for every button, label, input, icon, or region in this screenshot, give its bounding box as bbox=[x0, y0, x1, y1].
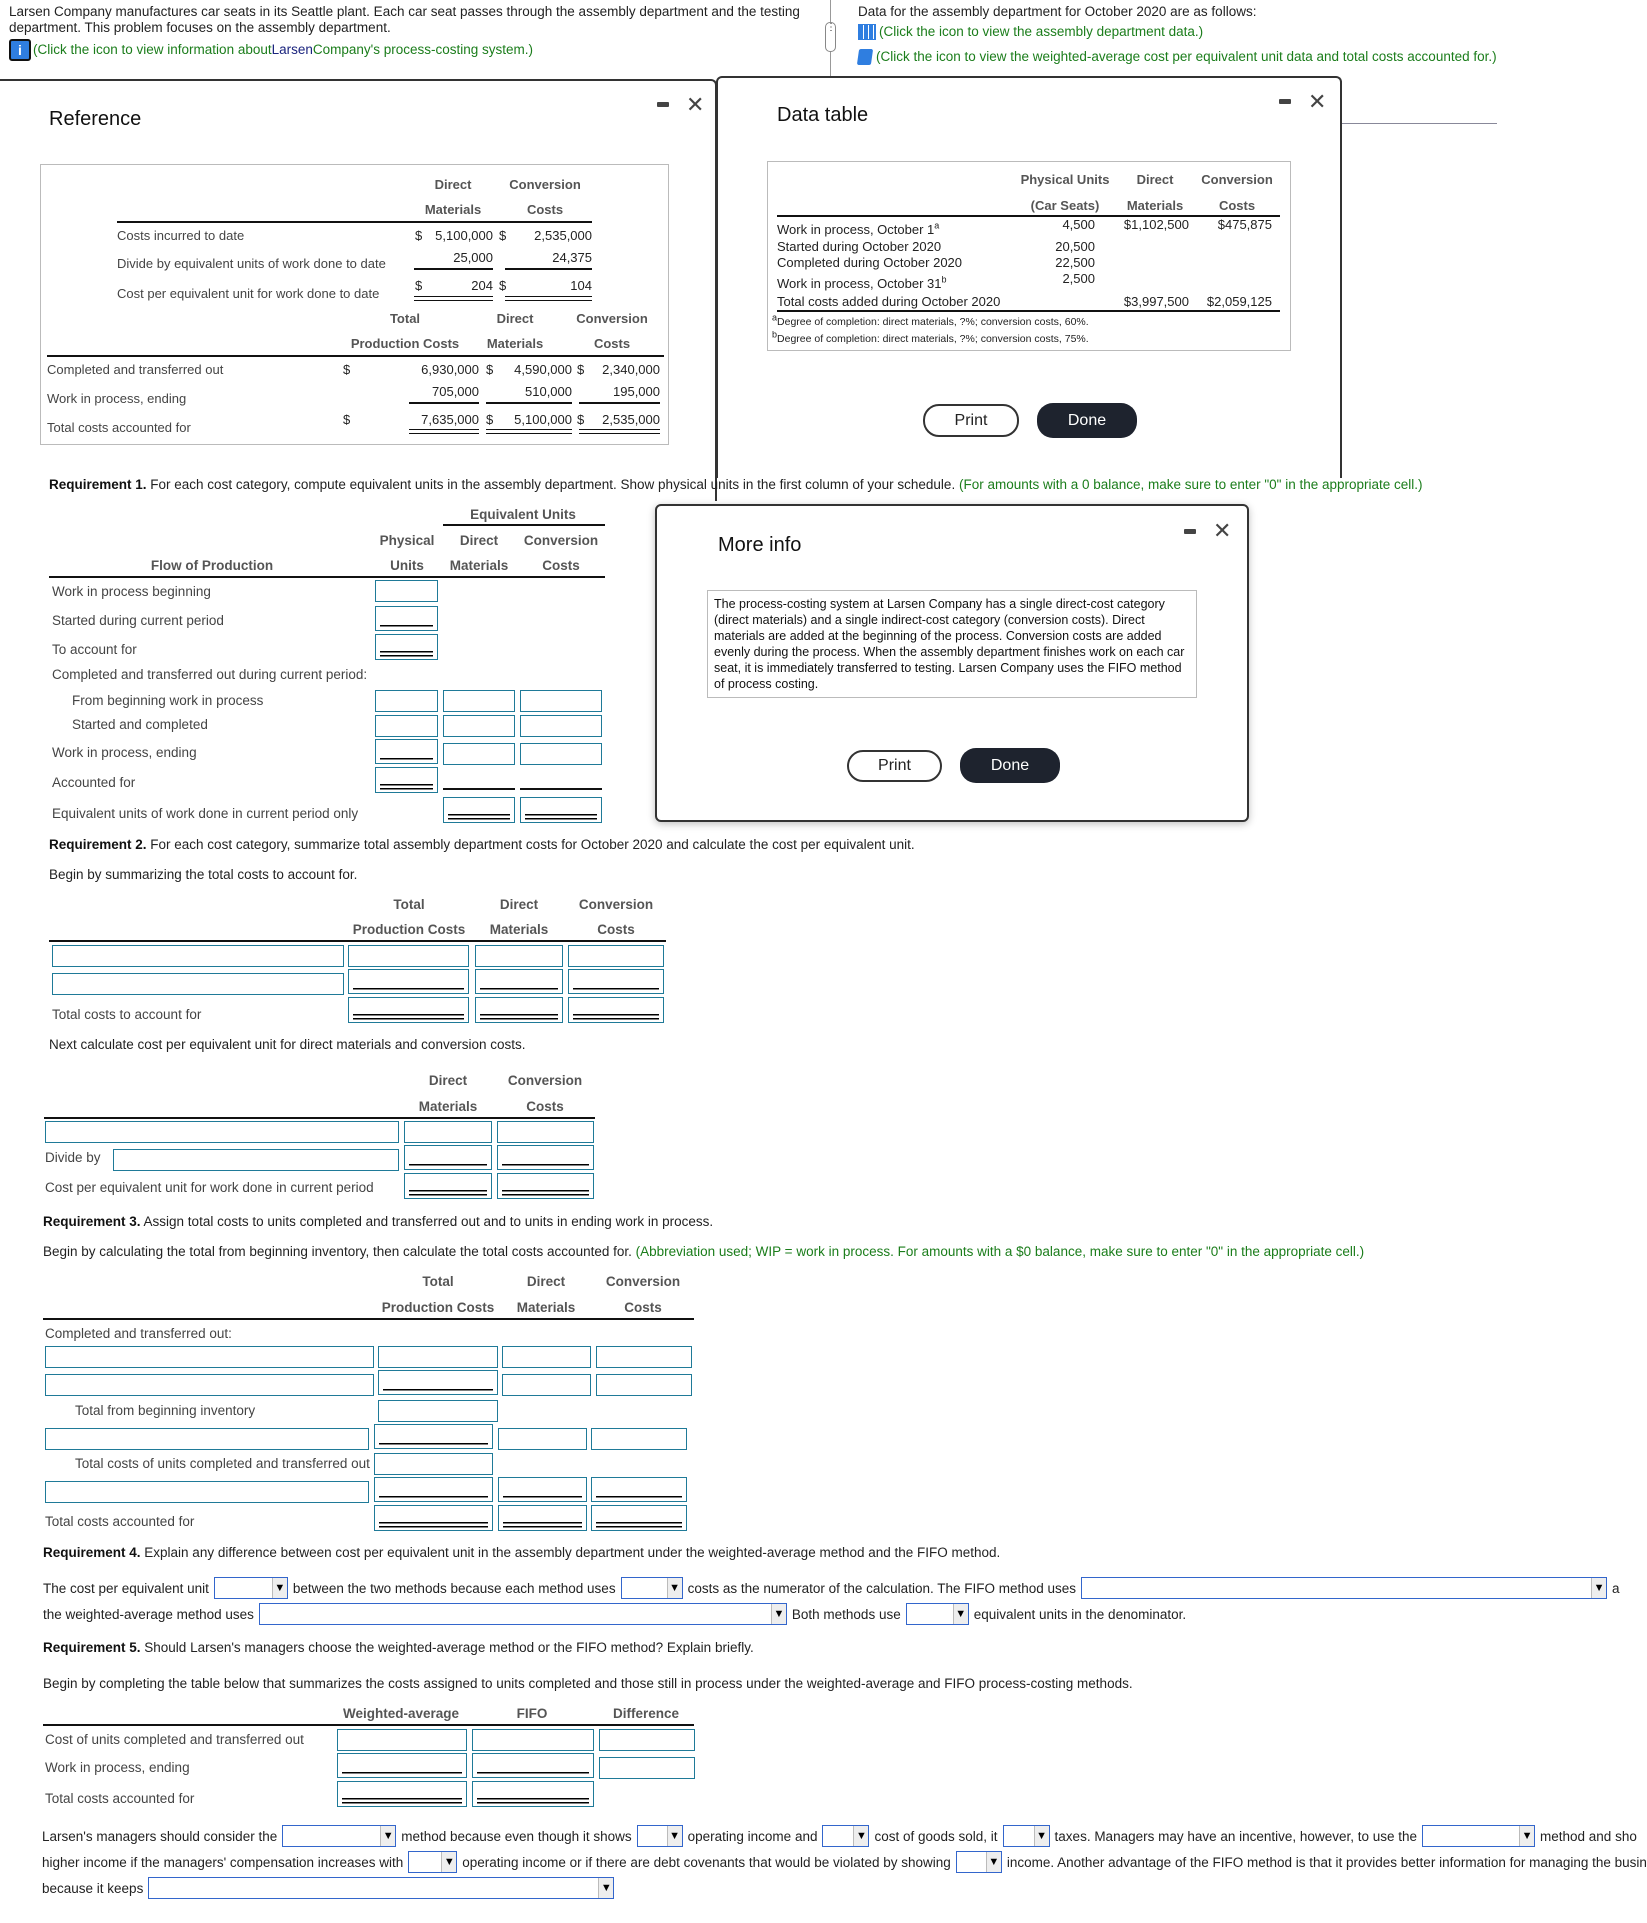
dm-input[interactable] bbox=[502, 1346, 591, 1368]
done-button[interactable]: Done bbox=[960, 748, 1060, 783]
text: operating income or if there are debt covenants that would be violated by showing bbox=[462, 1854, 951, 1870]
info-icon[interactable]: i bbox=[9, 39, 31, 61]
intro-line-2: department. This problem focuses on the assembly department. bbox=[9, 20, 391, 35]
minimize-icon[interactable] bbox=[1184, 529, 1196, 534]
col-header: Direct bbox=[496, 311, 534, 326]
row-label: Accounted for bbox=[52, 775, 136, 790]
value: 6,930,000 bbox=[421, 362, 479, 377]
col-header: FIFO bbox=[516, 1706, 548, 1721]
diff-wip-input[interactable] bbox=[599, 1757, 695, 1779]
value: 5,100,000 bbox=[514, 412, 572, 427]
row-label: Total costs accounted for bbox=[45, 1791, 195, 1806]
minimize-icon[interactable] bbox=[1279, 99, 1291, 104]
row-label: Work in process, ending bbox=[47, 391, 187, 406]
row-label: Cost of units completed and transferred out bbox=[45, 1732, 304, 1747]
value: 4,500 bbox=[1062, 217, 1095, 232]
value: 2,535,000 bbox=[602, 412, 660, 427]
cost-label-input[interactable] bbox=[52, 945, 344, 967]
col-header: Physical Units bbox=[1020, 172, 1110, 187]
dm-input[interactable] bbox=[404, 1145, 492, 1170]
dollar-sign: $ bbox=[499, 228, 507, 243]
row-label: Total costs accounted for bbox=[47, 420, 191, 435]
book-icon[interactable] bbox=[857, 49, 873, 65]
label-input[interactable] bbox=[45, 1428, 369, 1450]
cc-input[interactable] bbox=[591, 1428, 687, 1450]
value: 2,535,000 bbox=[534, 228, 592, 243]
value: $1,102,500 bbox=[1123, 217, 1189, 232]
row-label: Total costs to account for bbox=[52, 1007, 202, 1022]
text: The cost per equivalent unit bbox=[43, 1580, 209, 1596]
fifo-wip-input[interactable] bbox=[472, 1753, 594, 1778]
row-label: Work in process beginning bbox=[52, 584, 211, 599]
text: Both methods use bbox=[791, 1606, 901, 1622]
intro-line-1: Larsen Company manufactures car seats in its Seattle plant. Each car seat passes through the assembly department and the testing bbox=[9, 4, 800, 19]
numerator-label-input[interactable] bbox=[45, 1121, 399, 1143]
wip-ending-dm-input[interactable] bbox=[443, 743, 515, 765]
col-header: Materials bbox=[449, 558, 509, 573]
total-input[interactable] bbox=[348, 945, 469, 967]
col-header: Direct bbox=[526, 1274, 566, 1289]
req3-text: Requirement 3. Assign total costs to units completed and transferred out and to units in ending work in process. bbox=[43, 1214, 714, 1229]
value: 705,000 bbox=[432, 384, 479, 399]
row-label: Total costs accounted for bbox=[45, 1514, 195, 1529]
col-header: Physical bbox=[379, 533, 435, 548]
row-label: Divide by bbox=[45, 1150, 101, 1165]
req5-begin: Begin by completing the table below that summarizes the costs assigned to units completed and those still in process under the weighted-average and FIFO process-costing methods. bbox=[43, 1676, 1133, 1691]
value: 2,500 bbox=[1062, 271, 1095, 286]
dm-to-account-input[interactable] bbox=[475, 997, 563, 1023]
col-header: Costs bbox=[526, 1099, 564, 1114]
started-completed-cc-input[interactable] bbox=[520, 715, 602, 737]
text: method because even though it shows bbox=[401, 1828, 632, 1844]
value: 7,635,000 bbox=[421, 412, 479, 427]
text: costs as the numerator of the calculation. The FIFO method uses bbox=[687, 1580, 1077, 1596]
col-header: Production Costs bbox=[381, 1300, 495, 1315]
total-input[interactable] bbox=[378, 1370, 498, 1395]
col-header: Conversion bbox=[507, 1073, 583, 1088]
value: 25,000 bbox=[453, 250, 493, 265]
income-level-select[interactable] bbox=[637, 1825, 683, 1847]
from-beginning-units-input[interactable] bbox=[375, 690, 438, 712]
row-label: Completed during October 2020 bbox=[777, 255, 963, 270]
row-label: From beginning work in process bbox=[72, 693, 264, 708]
label-input[interactable] bbox=[45, 1346, 374, 1368]
cogs-level-select[interactable] bbox=[822, 1825, 869, 1847]
cost-label-input[interactable] bbox=[52, 973, 344, 995]
col-header: Conversion bbox=[578, 897, 654, 912]
req4-sentence-2 bbox=[43, 1602, 1186, 1626]
req5-sentence-3 bbox=[42, 1876, 614, 1900]
col-header: Total bbox=[422, 1274, 454, 1289]
text: income. Another advantage of the FIFO method is that it provides better information for managing the busin bbox=[1006, 1854, 1647, 1870]
total-input[interactable] bbox=[378, 1346, 498, 1368]
cc-input[interactable] bbox=[568, 945, 664, 967]
col-header: Costs bbox=[1218, 198, 1256, 213]
cc-input[interactable] bbox=[497, 1121, 594, 1143]
col-header: Materials bbox=[516, 1300, 576, 1315]
info-link[interactable]: i (Click the icon to view information about Larsen Company's process-costing system.) bbox=[9, 39, 533, 61]
cc-accounted-input[interactable] bbox=[591, 1505, 687, 1531]
col-header: Flow of Production bbox=[150, 558, 274, 573]
dm-input[interactable] bbox=[498, 1477, 587, 1502]
dollar-sign: $ bbox=[486, 362, 494, 377]
col-header: Direct bbox=[434, 177, 472, 192]
dm-cost-per-unit-input[interactable] bbox=[404, 1173, 492, 1199]
dollar-sign: $ bbox=[577, 362, 585, 377]
cc-input[interactable] bbox=[497, 1145, 594, 1170]
done-button[interactable]: Done bbox=[1037, 403, 1137, 438]
col-header: Direct bbox=[499, 897, 539, 912]
col-header: Difference bbox=[612, 1706, 680, 1721]
col-header: Conversion bbox=[523, 533, 599, 548]
row-label: Work in process, October 31$^b$ bbox=[777, 274, 947, 291]
dollar-sign: $ bbox=[343, 362, 351, 377]
text: between the two methods because each method uses bbox=[292, 1580, 616, 1596]
pane-resize-handle[interactable]: ⋮ bbox=[825, 22, 836, 52]
total-beginning-input[interactable] bbox=[378, 1400, 498, 1422]
label-input[interactable] bbox=[45, 1481, 369, 1503]
col-header: Materials bbox=[486, 336, 544, 351]
col-header: Direct bbox=[459, 533, 499, 548]
dm-input[interactable] bbox=[502, 1374, 591, 1396]
col-header: Conversion bbox=[576, 311, 648, 326]
equiv-units-cc-input[interactable] bbox=[520, 797, 602, 823]
started-completed-dm-input[interactable] bbox=[443, 715, 515, 737]
req5-sentence-1 bbox=[42, 1824, 1637, 1848]
text: a bbox=[1612, 1580, 1620, 1596]
dollar-sign: $ bbox=[343, 412, 351, 427]
row-label: Work in process, ending bbox=[45, 1760, 190, 1775]
value: 22,500 bbox=[1055, 255, 1095, 270]
reference-title: Reference bbox=[49, 108, 142, 130]
col-header: Materials bbox=[1126, 198, 1184, 213]
col-header: Production Costs bbox=[350, 336, 460, 351]
row-label: Work in process, October 1$^a$ bbox=[777, 220, 940, 237]
data-link[interactable]: (Click the icon to view the assembly department data.) bbox=[858, 24, 1203, 40]
col-header: Production Costs bbox=[352, 922, 466, 937]
text: taxes. Managers may have an incentive, however, to use the bbox=[1054, 1828, 1418, 1844]
text: the weighted-average method uses bbox=[43, 1606, 254, 1622]
close-icon[interactable]: ✕ bbox=[686, 92, 705, 117]
text: because it keeps bbox=[42, 1880, 144, 1896]
col-header: (Car Seats) bbox=[1030, 198, 1100, 213]
equiv-units-select[interactable] bbox=[906, 1603, 969, 1625]
cc-input[interactable] bbox=[596, 1374, 692, 1396]
dm-input[interactable] bbox=[498, 1428, 587, 1450]
divide-by-input[interactable] bbox=[113, 1149, 399, 1171]
total-input[interactable] bbox=[348, 969, 469, 994]
col-header: Costs bbox=[526, 202, 564, 217]
col-header: Direct bbox=[428, 1073, 468, 1088]
value: 5,100,000 bbox=[435, 228, 493, 243]
more-info-title: More info bbox=[718, 534, 802, 556]
cc-cost-per-unit-input[interactable] bbox=[497, 1173, 594, 1199]
col-header: Conversion bbox=[605, 1274, 681, 1289]
col-header: Conversion bbox=[1201, 172, 1273, 187]
minimize-icon[interactable] bbox=[657, 102, 669, 107]
row-label: Completed and transferred out bbox=[47, 362, 224, 377]
cost-difference-select[interactable] bbox=[214, 1577, 288, 1599]
wa-uses-select[interactable] bbox=[259, 1603, 787, 1625]
value: 4,590,000 bbox=[514, 362, 572, 377]
close-icon[interactable]: ✕ bbox=[1308, 89, 1327, 114]
keeps-select[interactable] bbox=[148, 1877, 614, 1899]
close-icon[interactable]: ✕ bbox=[1213, 518, 1232, 543]
value: $3,997,500 bbox=[1123, 294, 1189, 309]
req3-begin: Begin by calculating the total from beginning inventory, then calculate the total costs accounted for. (Abbreviation used; WIP = work in process. For amounts with a $0 balance, make sure to enter "0" in the appropriate cell.) bbox=[43, 1244, 1365, 1259]
label-input[interactable] bbox=[45, 1374, 374, 1396]
text: Larsen's managers should consider the bbox=[42, 1828, 278, 1844]
req2-next: Next calculate cost per equivalent unit for direct materials and conversion costs. bbox=[49, 1037, 526, 1052]
wa-completed-input[interactable] bbox=[337, 1729, 467, 1751]
total-to-account-input[interactable] bbox=[348, 997, 469, 1023]
dollar-sign: $ bbox=[486, 412, 494, 427]
req5-text: Requirement 5. Should Larsen's managers choose the weighted-average method or the FIFO method? Explain briefly. bbox=[43, 1640, 754, 1655]
col-header: Direct bbox=[1136, 172, 1174, 187]
row-label: Divide by equivalent units of work done to date bbox=[117, 256, 386, 271]
wa-data-link[interactable]: (Click the icon to view the weighted-average cost per equivalent unit data and total costs accounted for.) bbox=[858, 49, 1497, 65]
value: 510,000 bbox=[525, 384, 572, 399]
row-label: Started during current period bbox=[52, 613, 224, 628]
req5-sentence-2 bbox=[42, 1850, 1647, 1874]
col-header: Materials bbox=[489, 922, 549, 937]
req4-sentence-1 bbox=[43, 1576, 1620, 1600]
col-header: Conversion bbox=[509, 177, 581, 192]
value: $2,059,125 bbox=[1206, 294, 1272, 309]
text: cost of goods sold, it bbox=[874, 1828, 998, 1844]
col-header: Equivalent Units bbox=[470, 507, 576, 522]
equiv-units-dm-input[interactable] bbox=[443, 797, 515, 823]
diff-completed-input[interactable] bbox=[599, 1729, 695, 1751]
print-button[interactable]: Print bbox=[923, 404, 1019, 437]
col-header: Costs bbox=[597, 922, 635, 937]
wip-beginning-units-input[interactable] bbox=[375, 580, 438, 602]
data-table-title: Data table bbox=[777, 104, 869, 126]
row-label: Cost per equivalent unit for work done in current period bbox=[45, 1180, 374, 1195]
req1-text: Requirement 1. For each cost category, compute equivalent units in the assembly department. Show physical units in the first column of your schedule. (For amounts with a 0 balance, make sure to enter "0" in the appropriate cell.) bbox=[49, 477, 1423, 492]
dollar-sign: $ bbox=[499, 278, 507, 293]
total-accounted-input[interactable] bbox=[374, 1505, 493, 1531]
col-header: Costs bbox=[593, 336, 631, 351]
dollar-sign: $ bbox=[577, 412, 585, 427]
col-header: Costs bbox=[542, 558, 580, 573]
incentive-method-select[interactable] bbox=[1422, 1825, 1535, 1847]
footnote-b: $^b$Degree of completion: direct materials, ?%; conversion costs, 75%. bbox=[772, 329, 1089, 345]
row-label: Total costs of units completed and transferred out bbox=[75, 1456, 370, 1471]
table-icon[interactable] bbox=[858, 24, 876, 40]
col-header: Units bbox=[390, 558, 424, 573]
row-label: Started during October 2020 bbox=[777, 239, 942, 254]
col-header: Total bbox=[393, 897, 425, 912]
from-beginning-cc-input[interactable] bbox=[520, 690, 602, 712]
row-label: Costs incurred to date bbox=[117, 228, 245, 243]
text: method and sho bbox=[1540, 1828, 1637, 1844]
row-label: Work in process, ending bbox=[52, 745, 197, 760]
col-header: Costs bbox=[624, 1300, 662, 1315]
row-label: Equivalent units of work done in current period only bbox=[52, 806, 359, 821]
cc-input[interactable] bbox=[591, 1477, 687, 1502]
started-units-input[interactable] bbox=[375, 606, 438, 631]
compensation-select[interactable] bbox=[408, 1851, 457, 1873]
fifo-uses-select[interactable] bbox=[1081, 1577, 1607, 1599]
req2-begin: Begin by summarizing the total costs to account for. bbox=[49, 867, 358, 882]
data-intro: Data for the assembly department for October 2020 are as follows: bbox=[858, 4, 1257, 19]
dm-input[interactable] bbox=[475, 969, 563, 994]
wa-total-input[interactable] bbox=[337, 1781, 467, 1807]
started-completed-units-input[interactable] bbox=[375, 715, 438, 737]
col-header: Materials bbox=[418, 1099, 478, 1114]
row-label: To account for bbox=[52, 642, 137, 657]
value: 104 bbox=[570, 278, 592, 293]
row-label: Total from beginning inventory bbox=[75, 1403, 256, 1418]
col-header: Materials bbox=[424, 202, 482, 217]
value: 195,000 bbox=[613, 384, 660, 399]
cc-input[interactable] bbox=[568, 969, 664, 994]
more-info-text: The process-costing system at Larsen Company has a single direct-cost category (direct materials) and a single indirect-cost category (conversion costs). Direct materials are added at the beginning of the process. Conversion costs are added evenly during the process. When the assembly department finishes work on each car seat, it is immediately transferred to testing. Larsen Company uses the FIFO method of process costing. bbox=[707, 590, 1197, 698]
from-beginning-dm-input[interactable] bbox=[443, 690, 515, 712]
dollar-sign: $ bbox=[415, 228, 423, 243]
row-label: Cost per equivalent unit for work done to date bbox=[117, 286, 380, 301]
row-label: Total costs added during October 2020 bbox=[777, 294, 1001, 309]
to-account-units-input[interactable] bbox=[375, 634, 438, 660]
total-units-completed-input[interactable] bbox=[374, 1453, 493, 1475]
value: 204 bbox=[471, 278, 493, 293]
print-button[interactable]: Print bbox=[847, 750, 942, 782]
total-input[interactable] bbox=[374, 1424, 493, 1449]
col-header: Total bbox=[389, 311, 421, 326]
row-label: Completed and transferred out during current period: bbox=[52, 667, 368, 682]
costs-type-select[interactable] bbox=[621, 1577, 683, 1599]
text: higher income if the managers' compensation increases with bbox=[42, 1854, 404, 1870]
dm-input[interactable] bbox=[404, 1121, 492, 1143]
row-label: Completed and transferred out: bbox=[45, 1326, 232, 1341]
req2-text: Requirement 2. For each cost category, summarize total assembly department costs for October 2020 and calculate the cost per equivalent unit. bbox=[49, 837, 915, 852]
dm-input[interactable] bbox=[475, 945, 563, 967]
footnote-a: $^a$Degree of completion: direct materials, ?%; conversion costs, 60%. bbox=[772, 312, 1089, 328]
dollar-sign: $ bbox=[415, 278, 423, 293]
method-select[interactable] bbox=[282, 1825, 396, 1847]
accounted-units-input[interactable] bbox=[375, 767, 438, 793]
req4-text: Requirement 4. Explain any difference between cost per equivalent unit in the assembly department under the weighted-average method and the FIFO method. bbox=[43, 1545, 1001, 1560]
dm-accounted-input[interactable] bbox=[498, 1505, 587, 1531]
total-input[interactable] bbox=[374, 1477, 493, 1502]
value: 20,500 bbox=[1055, 239, 1095, 254]
cc-to-account-input[interactable] bbox=[568, 997, 664, 1023]
text: operating income and bbox=[687, 1828, 818, 1844]
taxes-level-select[interactable] bbox=[1003, 1825, 1050, 1847]
covenant-income-select[interactable] bbox=[956, 1851, 1002, 1873]
wa-wip-input[interactable] bbox=[337, 1753, 467, 1778]
row-label: Started and completed bbox=[72, 717, 208, 732]
text: equivalent units in the denominator. bbox=[973, 1606, 1187, 1622]
value: 24,375 bbox=[552, 250, 592, 265]
col-header: Weighted-average bbox=[342, 1706, 460, 1721]
fifo-completed-input[interactable] bbox=[472, 1729, 594, 1751]
cc-input[interactable] bbox=[596, 1346, 692, 1368]
value: $475,875 bbox=[1217, 217, 1272, 232]
value: 2,340,000 bbox=[602, 362, 660, 377]
wip-ending-cc-input[interactable] bbox=[520, 743, 602, 765]
wip-ending-units-input[interactable] bbox=[375, 739, 438, 764]
fifo-total-input[interactable] bbox=[472, 1781, 594, 1807]
